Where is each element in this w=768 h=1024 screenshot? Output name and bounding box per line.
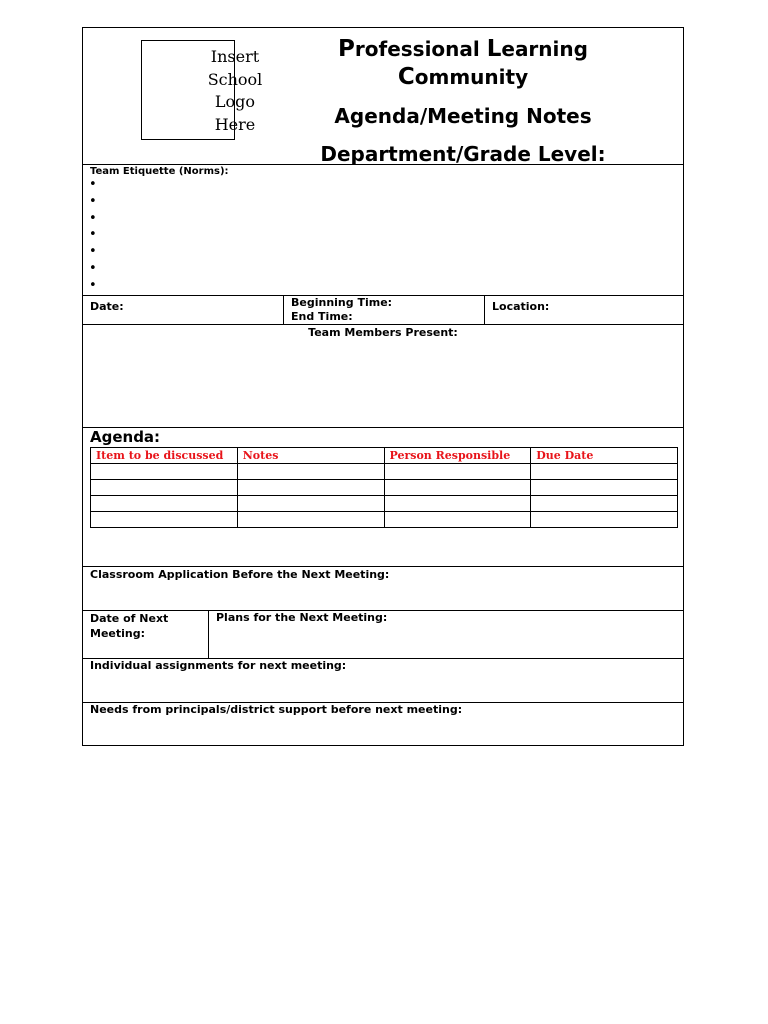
- norm-bullet[interactable]: •: [89, 260, 97, 276]
- agenda-section: [83, 428, 683, 567]
- table-cell[interactable]: [531, 464, 678, 480]
- norm-bullet[interactable]: •: [89, 193, 97, 209]
- logo-placeholder-text: [191, 46, 279, 136]
- logo-text-line: Insert: [210, 47, 260, 66]
- norm-bullet[interactable]: •: [89, 177, 97, 192]
- next-meeting-date-label: [90, 611, 200, 641]
- agenda-col-person: Person Responsible: [384, 448, 531, 464]
- logo-text-line: Logo: [214, 92, 256, 111]
- table-cell[interactable]: [384, 480, 531, 496]
- classroom-application-label: Classroom Application Before the Next Meeting:: [90, 568, 390, 581]
- agenda-header-row: [91, 448, 678, 464]
- next-meeting-plans-label: Plans for the Next Meeting:: [216, 611, 388, 624]
- norm-bullet[interactable]: •: [89, 244, 97, 260]
- support-needs-label: Needs from principals/district support before next meeting:: [90, 703, 463, 716]
- classroom-application-section[interactable]: [83, 567, 683, 611]
- meeting-form: [82, 27, 684, 746]
- table-row: [91, 480, 678, 496]
- agenda-title: Agenda:: [90, 428, 161, 446]
- table-cell[interactable]: [237, 480, 384, 496]
- title-initial: C: [397, 64, 415, 90]
- team-members-section[interactable]: [83, 325, 683, 428]
- table-row: [91, 496, 678, 512]
- date-field[interactable]: [83, 296, 284, 324]
- title-text: ommunity: [414, 65, 529, 89]
- individual-assignments-label: Individual assignments for next meeting:: [90, 659, 347, 672]
- agenda-table: [90, 447, 678, 528]
- table-cell[interactable]: [531, 480, 678, 496]
- table-cell[interactable]: [531, 496, 678, 512]
- individual-assignments-section[interactable]: [83, 659, 683, 703]
- time-labels: [291, 296, 392, 324]
- table-cell[interactable]: [91, 464, 238, 480]
- date-label: Date:: [90, 300, 124, 313]
- department-label: Department/Grade Level:: [320, 142, 606, 165]
- next-meeting-date-label-line: Meeting:: [90, 627, 145, 640]
- support-needs-section[interactable]: [83, 703, 683, 746]
- next-meeting-date-label-line: Date of Next: [90, 612, 169, 625]
- title-text: rofessional: [354, 37, 487, 61]
- agenda-col-notes: Notes: [237, 448, 384, 464]
- table-cell[interactable]: [91, 480, 238, 496]
- page-subtitle: Agenda/Meeting Notes: [334, 104, 592, 128]
- table-cell[interactable]: [237, 512, 384, 528]
- time-field[interactable]: [284, 296, 485, 324]
- end-time-label: End Time:: [291, 310, 353, 323]
- location-label: Location:: [492, 300, 550, 313]
- table-cell[interactable]: [91, 496, 238, 512]
- title-initial: P: [338, 36, 355, 62]
- norm-bullet[interactable]: •: [89, 277, 97, 293]
- beginning-time-label: Beginning Time:: [291, 296, 393, 309]
- table-cell[interactable]: [384, 496, 531, 512]
- norm-bullet[interactable]: •: [89, 227, 97, 243]
- logo-text-line: School: [207, 69, 263, 89]
- page-title: [303, 35, 623, 91]
- norms-label: Team Etiquette (Norms):: [90, 166, 229, 177]
- logo-text-line: Here: [214, 114, 256, 134]
- next-meeting-date-field[interactable]: [83, 611, 209, 658]
- table-cell[interactable]: [384, 464, 531, 480]
- table-cell[interactable]: [237, 496, 384, 512]
- table-cell[interactable]: [384, 512, 531, 528]
- table-cell[interactable]: [91, 512, 238, 528]
- agenda-col-item: Item to be discussed: [91, 448, 238, 464]
- table-cell[interactable]: [531, 512, 678, 528]
- norms-list: [89, 177, 97, 295]
- table-row: [91, 464, 678, 480]
- table-row: [91, 512, 678, 528]
- norms-section: [83, 165, 683, 296]
- form-header: [83, 28, 683, 165]
- norm-bullet[interactable]: •: [89, 210, 97, 226]
- team-members-label: Team Members Present:: [308, 326, 458, 339]
- next-meeting-row: [83, 611, 683, 659]
- meeting-details-row: [83, 296, 683, 325]
- title-text: earning: [501, 37, 588, 61]
- title-initial: L: [486, 36, 502, 62]
- location-field[interactable]: [485, 296, 683, 324]
- table-cell[interactable]: [237, 464, 384, 480]
- agenda-col-due-date: Due Date: [531, 448, 678, 464]
